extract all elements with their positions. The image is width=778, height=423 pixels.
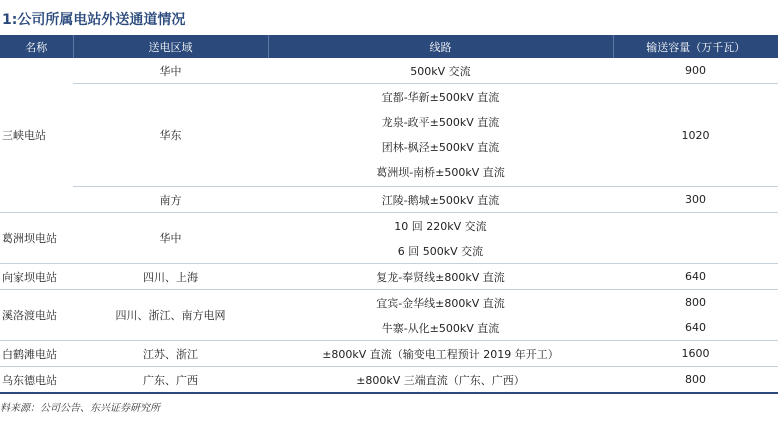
- table-row: [0, 290, 778, 316]
- line-cell: 牛寨-从化±500kV 直流: [268, 315, 613, 341]
- region-cell: 华东: [73, 84, 268, 187]
- capacity-cell: 800: [613, 367, 778, 394]
- line-cell: ±800kV 直流（输变电工程预计 2019 年开工）: [268, 341, 613, 367]
- region-cell: 华中: [73, 58, 268, 84]
- capacity-cell: 640: [613, 315, 778, 341]
- header-region: 送电区域: [73, 35, 268, 58]
- capacity-cell: 900: [613, 58, 778, 84]
- line-cell: 宜都-华新±500kV 直流: [381, 90, 500, 104]
- region-cell: 四川、上海: [73, 264, 268, 290]
- line-cell: ±800kV 三端直流（广东、广西）: [268, 367, 613, 394]
- line-cell: 龙泉-政平±500kV 直流: [381, 115, 500, 129]
- station-name: 葛洲坝电站: [0, 213, 73, 264]
- table-row: [0, 58, 778, 84]
- table-row: [0, 213, 778, 239]
- region-cell: 华中: [73, 213, 268, 264]
- station-name: 溪洛渡电站: [0, 290, 73, 341]
- source-note: 料来源：公司公告、东兴证券研究所: [0, 403, 160, 414]
- line-cell: 6 回 500kV 交流: [268, 238, 613, 264]
- region-cell: 广东、广西: [73, 367, 268, 394]
- capacity-cell: [613, 213, 778, 264]
- station-name: 向家坝电站: [0, 264, 73, 290]
- line-cell: 葛洲坝-南桥±500kV 直流: [376, 165, 505, 179]
- region-cell: 南方: [73, 187, 268, 213]
- line-cell: 500kV 交流: [268, 58, 613, 84]
- capacity-cell: 800: [685, 296, 706, 309]
- region-cell: 四川、浙江、南方电网: [73, 290, 268, 341]
- capacity-cell: 1600: [613, 341, 778, 367]
- header-name: 名称: [0, 35, 73, 58]
- table-row: [0, 84, 778, 110]
- capacity-cell: 640: [613, 264, 778, 290]
- capacity-cell: 1020: [613, 84, 778, 187]
- table-row: [0, 367, 778, 394]
- table-title: 1:公司所属电站外送通道情况: [2, 12, 186, 28]
- line-cell: 团林-枫泾±500kV 直流: [381, 140, 500, 154]
- table-row: [0, 187, 778, 213]
- transmission-table: [0, 35, 778, 394]
- line-cell: 10 回 220kV 交流: [394, 219, 487, 233]
- line-cell: 复龙-奉贤线±800kV 直流: [268, 264, 613, 290]
- header-line: 线路: [268, 35, 613, 58]
- table-row: [0, 264, 778, 290]
- capacity-cell: 300: [613, 187, 778, 213]
- region-cell: 江苏、浙江: [73, 341, 268, 367]
- header-capacity: 输送容量（万千瓦）: [613, 35, 778, 58]
- station-name: 乌东德电站: [0, 367, 73, 394]
- line-cell: 宜宾-金华线±800kV 直流: [376, 296, 505, 310]
- table-row: [0, 341, 778, 367]
- line-cell: 江陵-鹅城±500kV 直流: [268, 187, 613, 213]
- header-row: [0, 35, 778, 58]
- station-name: 三峡电站: [0, 58, 73, 213]
- station-name: 白鹤滩电站: [0, 341, 73, 367]
